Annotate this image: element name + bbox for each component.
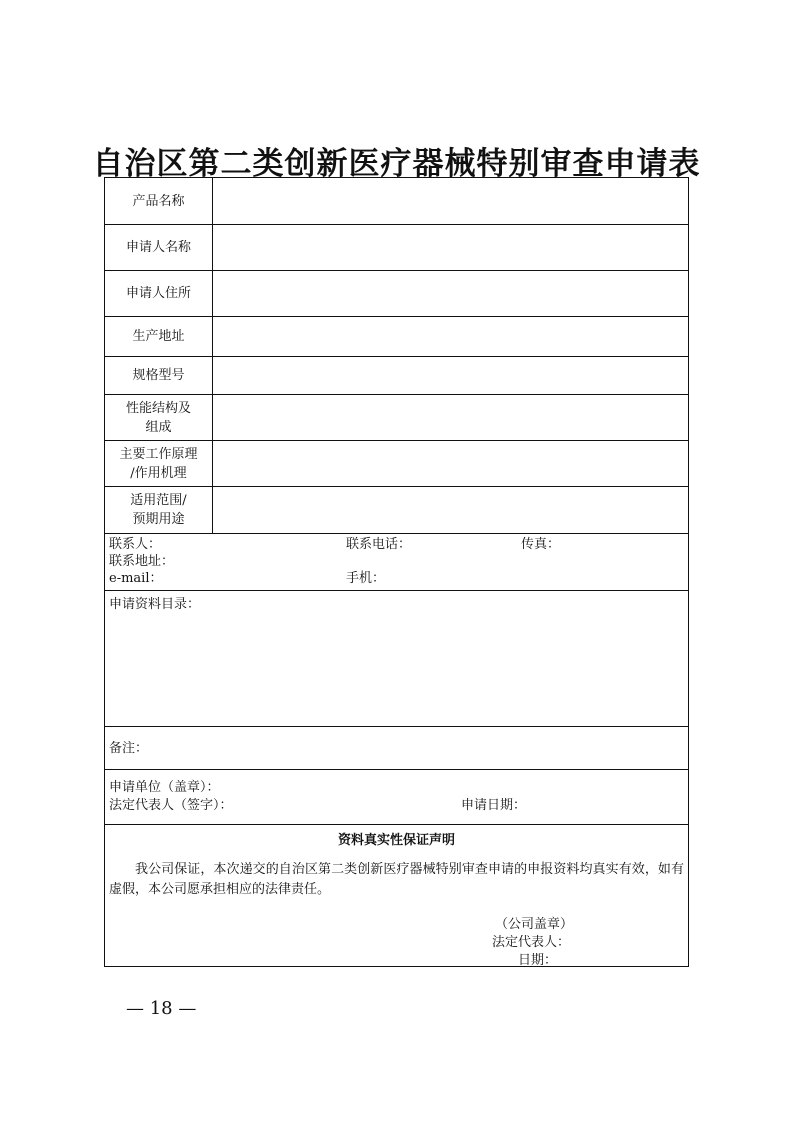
email-label: e-mail： bbox=[109, 571, 163, 586]
contact-person-label: 联系人： bbox=[109, 537, 162, 552]
remarks-label: 备注： bbox=[109, 741, 149, 756]
form-title: 自治区第二类创新医疗器械特别审查申请表 bbox=[92, 146, 701, 182]
row-label: 性能结构及 组成 bbox=[105, 395, 213, 440]
mobile-label: 手机： bbox=[346, 571, 386, 586]
row-label: 规格型号 bbox=[105, 357, 213, 394]
company-seal-label: （公司盖章） bbox=[495, 917, 574, 932]
applicant-unit-label: 申请单位（盖章）： bbox=[109, 780, 220, 795]
application-date-label: 申请日期： bbox=[461, 798, 527, 813]
row-intended-use bbox=[105, 487, 688, 534]
materials-section bbox=[105, 591, 688, 727]
intended-use-field[interactable] bbox=[213, 487, 688, 533]
contact-phone-label: 联系电话： bbox=[346, 537, 412, 552]
row-label: 主要工作原理 /作用机理 bbox=[105, 441, 213, 486]
model-field[interactable] bbox=[213, 357, 688, 394]
declaration-title: 资料真实性保证声明 bbox=[337, 833, 455, 848]
row-label: 生产地址 bbox=[105, 317, 213, 356]
contact-address-label: 联系地址： bbox=[109, 554, 175, 569]
row-working-principle bbox=[105, 441, 688, 487]
contact-section bbox=[105, 534, 688, 591]
declaration-legal-rep-label: 法定代表人： bbox=[492, 935, 571, 950]
row-applicant-name bbox=[105, 225, 688, 271]
structure-field[interactable] bbox=[213, 395, 688, 440]
row-label: 产品名称 bbox=[105, 178, 213, 224]
row-structure bbox=[105, 395, 688, 441]
row-production-address bbox=[105, 317, 688, 357]
fax-label: 传真： bbox=[521, 537, 561, 552]
remarks-section bbox=[105, 727, 688, 770]
legal-rep-signature-label: 法定代表人（签字）： bbox=[109, 798, 233, 813]
declaration-body: 我公司保证，本次递交的自治区第二类创新医疗器械特别审查申请的申报资料均真实有效，如有虚假，本公司愿承担相应的法律责任。 bbox=[109, 862, 684, 897]
production-address-field[interactable] bbox=[213, 317, 688, 356]
declaration-section bbox=[105, 825, 688, 966]
row-model bbox=[105, 357, 688, 395]
application-form bbox=[104, 177, 689, 967]
row-applicant-address bbox=[105, 271, 688, 317]
row-product-name bbox=[105, 178, 688, 225]
applicant-address-field[interactable] bbox=[213, 271, 688, 316]
applicant-name-field[interactable] bbox=[213, 225, 688, 270]
page-number: — 18 — bbox=[126, 998, 197, 1019]
row-label: 适用范围/ 预期用途 bbox=[105, 487, 213, 533]
declaration-date-label: 日期： bbox=[518, 953, 558, 968]
product-name-field[interactable] bbox=[213, 178, 688, 224]
working-principle-field[interactable] bbox=[213, 441, 688, 486]
materials-label: 申请资料目录： bbox=[109, 597, 201, 612]
row-label: 申请人住所 bbox=[105, 271, 213, 316]
applicant-signature-section bbox=[105, 770, 688, 825]
row-label: 申请人名称 bbox=[105, 225, 213, 270]
